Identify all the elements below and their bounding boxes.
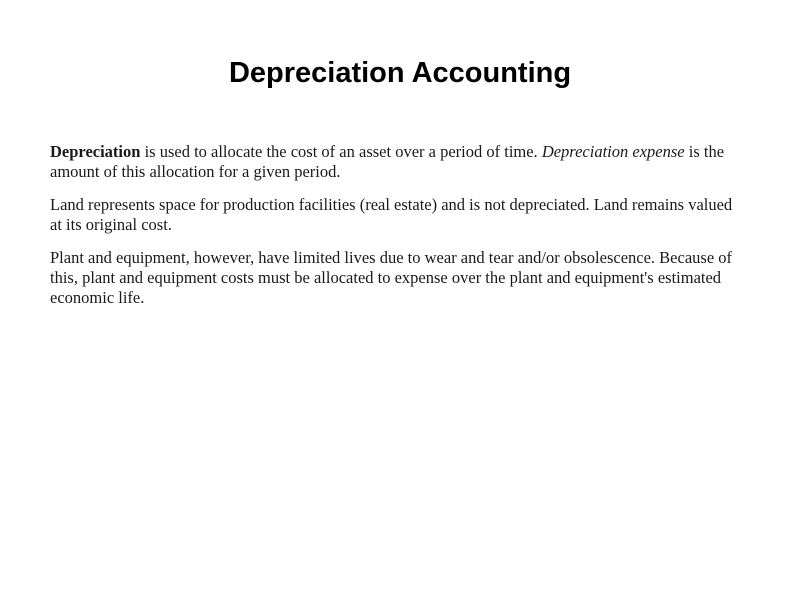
- paragraph-depreciation-definition: [50, 142, 740, 182]
- slide-title: Depreciation Accounting: [228, 57, 572, 89]
- slide-body: [50, 142, 740, 321]
- term-depreciation: Depreciation: [50, 142, 141, 161]
- term-depreciation-expense: Depreciation expense: [541, 142, 685, 161]
- paragraph-plant-equipment: Plant and equipment, however, have limited lives due to wear and tear and/or obsolescence. Because of this, plant and equipment costs must be allocated to expense over the plant and equipment's estimated economic life.: [50, 248, 733, 307]
- paragraph-text: is used to allocate the cost of an asset over a period of time.: [140, 142, 542, 161]
- paragraph-text: is the amount of this allocation for a given period.: [50, 142, 725, 181]
- paragraph-land: Land represents space for production facilities (real estate) and is not depreciated. Land remains valued at its original cost.: [50, 195, 733, 234]
